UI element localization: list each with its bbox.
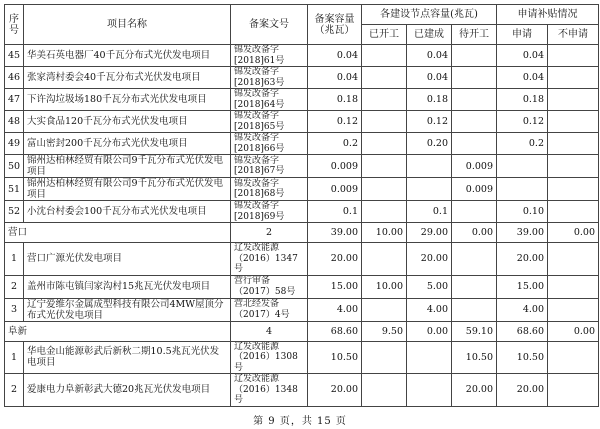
seq-cell: 1 <box>5 341 24 374</box>
pending-cell <box>452 45 497 67</box>
table-row <box>5 67 599 89</box>
not-apply-cell <box>548 67 599 89</box>
project-name-cell: 营口广源光伏发电项目 <box>24 243 231 276</box>
not-apply-cell <box>548 111 599 133</box>
region-name: 营口 <box>5 223 231 243</box>
pending-cell: 0.009 <box>452 155 497 178</box>
header-doc-no: 备案文号 <box>231 5 308 45</box>
header-subsidy: 申请补贴情况 <box>497 5 599 25</box>
doc-no-cell: 锦发改备字[2018]66号 <box>231 133 308 155</box>
capacity-cell: 0.2 <box>308 133 362 155</box>
built-cell: 0.18 <box>407 89 452 111</box>
built-cell: 0.04 <box>407 45 452 67</box>
doc-no-cell: 锦发改备字[2018]67号 <box>231 155 308 178</box>
built-cell: 20.00 <box>407 243 452 276</box>
capacity-cell: 0.18 <box>308 89 362 111</box>
built-cell <box>407 374 452 407</box>
apply-cell: 20.00 <box>497 243 548 276</box>
capacity-cell: 68.60 <box>308 321 362 341</box>
table-row <box>5 155 599 178</box>
apply-cell: 0.04 <box>497 45 548 67</box>
doc-no-cell: 锦发改备字[2018]63号 <box>231 67 308 89</box>
not-apply-cell: 0.00 <box>548 223 599 243</box>
started-cell <box>362 89 407 111</box>
apply-cell: 10.50 <box>497 341 548 374</box>
apply-cell <box>497 178 548 201</box>
doc-no-cell: 锦发改备字[2018]61号 <box>231 45 308 67</box>
built-cell: 0.12 <box>407 111 452 133</box>
region-name: 阜新 <box>5 321 231 341</box>
seq-cell: 1 <box>5 243 24 276</box>
header-not-apply: 不申请 <box>548 25 599 45</box>
table-row <box>5 275 599 298</box>
pending-cell: 20.00 <box>452 374 497 407</box>
capacity-cell: 0.009 <box>308 178 362 201</box>
project-name-cell: 富山密封200千瓦分布式光伏发电项目 <box>24 133 231 155</box>
started-cell <box>362 111 407 133</box>
pending-cell: 0.00 <box>452 223 497 243</box>
built-cell: 0.1 <box>407 201 452 223</box>
started-cell <box>362 67 407 89</box>
pending-cell: 10.50 <box>452 341 497 374</box>
not-apply-cell <box>548 201 599 223</box>
not-apply-cell <box>548 341 599 374</box>
apply-cell: 0.18 <box>497 89 548 111</box>
project-name-cell: 锦州达柏林经贸有限公司9千瓦分布式光伏发电项目 <box>24 178 231 201</box>
started-cell <box>362 155 407 178</box>
apply-cell: 0.2 <box>497 133 548 155</box>
not-apply-cell: 0.00 <box>548 321 599 341</box>
capacity-cell: 20.00 <box>308 374 362 407</box>
seq-cell: 3 <box>5 298 24 321</box>
built-cell <box>407 178 452 201</box>
built-cell: 0.20 <box>407 133 452 155</box>
project-name-cell: 爱康电力阜新彰武大德20兆瓦光伏发电项目 <box>24 374 231 407</box>
header-started: 已开工 <box>362 25 407 45</box>
table-row <box>5 178 599 201</box>
project-name-cell: 大实食品120千瓦分布式光伏发电项目 <box>24 111 231 133</box>
table-row <box>5 298 599 321</box>
project-name-cell: 下许沟垃圾场180千瓦分布式光伏发电项目 <box>24 89 231 111</box>
section-row <box>5 223 599 243</box>
seq-cell: 47 <box>5 89 24 111</box>
apply-cell: 0.10 <box>497 201 548 223</box>
capacity-cell: 15.00 <box>308 275 362 298</box>
header-built: 已建成 <box>407 25 452 45</box>
started-cell: 9.50 <box>362 321 407 341</box>
table-row <box>5 89 599 111</box>
apply-cell: 15.00 <box>497 275 548 298</box>
apply-cell: 39.00 <box>497 223 548 243</box>
built-cell: 29.00 <box>407 223 452 243</box>
project-name-cell: 华电金山能源彰武后新秋二期10.5兆瓦光伏发电项目 <box>24 341 231 374</box>
doc-no-cell: 锦发改备字[2018]65号 <box>231 111 308 133</box>
pending-cell <box>452 111 497 133</box>
table-row <box>5 133 599 155</box>
capacity-cell: 0.12 <box>308 111 362 133</box>
not-apply-cell <box>548 298 599 321</box>
section-row <box>5 321 599 341</box>
pending-cell: 0.009 <box>452 178 497 201</box>
not-apply-cell <box>548 89 599 111</box>
seq-cell: 51 <box>5 178 24 201</box>
started-cell <box>362 341 407 374</box>
seq-cell: 2 <box>5 374 24 407</box>
project-name-cell: 张家湾村委会40千瓦分布式光伏发电项目 <box>24 67 231 89</box>
document-page <box>4 4 598 407</box>
table-row <box>5 341 599 374</box>
capacity-cell: 20.00 <box>308 243 362 276</box>
doc-no-cell: 辽发改能源（2016）1347号 <box>231 243 308 276</box>
table-row <box>5 374 599 407</box>
not-apply-cell <box>548 374 599 407</box>
not-apply-cell <box>548 155 599 178</box>
built-cell <box>407 155 452 178</box>
built-cell <box>407 341 452 374</box>
not-apply-cell <box>548 275 599 298</box>
seq-cell: 52 <box>5 201 24 223</box>
capacity-cell: 0.1 <box>308 201 362 223</box>
started-cell <box>362 374 407 407</box>
built-cell: 4.00 <box>407 298 452 321</box>
header-pending: 待开工 <box>452 25 497 45</box>
started-cell <box>362 133 407 155</box>
built-cell: 5.00 <box>407 275 452 298</box>
seq-cell: 48 <box>5 111 24 133</box>
header-apply: 申请 <box>497 25 548 45</box>
apply-cell: 68.60 <box>497 321 548 341</box>
not-apply-cell <box>548 45 599 67</box>
started-cell: 10.00 <box>362 275 407 298</box>
project-name-cell: 辽宁爱维尔金属成型科技有限公司4MW屋顶分布式光伏发电项目 <box>24 298 231 321</box>
doc-no-cell: 辽发改能源（2016）1308号 <box>231 341 308 374</box>
seq-cell: 45 <box>5 45 24 67</box>
not-apply-cell <box>548 133 599 155</box>
seq-cell: 46 <box>5 67 24 89</box>
pending-cell: 59.10 <box>452 321 497 341</box>
project-table <box>4 4 599 407</box>
apply-cell <box>497 155 548 178</box>
built-cell: 0.04 <box>407 67 452 89</box>
project-name-cell: 锦州达柏林经贸有限公司9千瓦分布式光伏发电项目 <box>24 155 231 178</box>
header-seq: 序号 <box>5 5 24 45</box>
built-cell: 0.00 <box>407 321 452 341</box>
pending-cell <box>452 133 497 155</box>
pending-cell <box>452 67 497 89</box>
table-row <box>5 201 599 223</box>
started-cell <box>362 201 407 223</box>
apply-cell: 0.04 <box>497 67 548 89</box>
project-name-cell: 盖州市陈屯镇闫家沟村15兆瓦光伏发电项目 <box>24 275 231 298</box>
table-row <box>5 45 599 67</box>
capacity-cell: 39.00 <box>308 223 362 243</box>
seq-cell: 50 <box>5 155 24 178</box>
table-row <box>5 111 599 133</box>
seq-cell: 49 <box>5 133 24 155</box>
table-body <box>5 45 599 407</box>
pending-cell <box>452 275 497 298</box>
header-construction: 各建设节点容量(兆瓦) <box>362 5 497 25</box>
project-name-cell: 华美石英电器厂40千瓦分布式光伏发电项目 <box>24 45 231 67</box>
table-header <box>5 5 599 45</box>
pending-cell <box>452 201 497 223</box>
started-cell <box>362 243 407 276</box>
project-name-cell: 小沈台村委会100千瓦分布式光伏发电项目 <box>24 201 231 223</box>
capacity-cell: 10.50 <box>308 341 362 374</box>
not-apply-cell <box>548 178 599 201</box>
doc-no-cell: 锦发改备字[2018]69号 <box>231 201 308 223</box>
apply-cell: 0.12 <box>497 111 548 133</box>
pending-cell <box>452 89 497 111</box>
header-project-name: 项目名称 <box>24 5 231 45</box>
page-footer: 第 9 页，共 15 页 <box>253 416 347 427</box>
not-apply-cell <box>548 243 599 276</box>
started-cell <box>362 298 407 321</box>
pending-cell <box>452 243 497 276</box>
apply-cell: 4.00 <box>497 298 548 321</box>
project-count: 4 <box>231 321 308 341</box>
capacity-cell: 0.04 <box>308 67 362 89</box>
apply-cell: 20.00 <box>497 374 548 407</box>
capacity-cell: 4.00 <box>308 298 362 321</box>
started-cell <box>362 45 407 67</box>
capacity-cell: 0.009 <box>308 155 362 178</box>
doc-no-cell: 营北经发备（2017）4号 <box>231 298 308 321</box>
started-cell <box>362 178 407 201</box>
table-row <box>5 243 599 276</box>
doc-no-cell: 锦发改备字[2018]64号 <box>231 89 308 111</box>
pending-cell <box>452 298 497 321</box>
doc-no-cell: 营行审备（2017）58号 <box>231 275 308 298</box>
seq-cell: 2 <box>5 275 24 298</box>
capacity-cell: 0.04 <box>308 45 362 67</box>
project-count: 2 <box>231 223 308 243</box>
doc-no-cell: 锦发改备字[2018]68号 <box>231 178 308 201</box>
doc-no-cell: 辽发改能源（2016）1348号 <box>231 374 308 407</box>
header-capacity: 备案容量（兆瓦） <box>308 5 362 45</box>
started-cell: 10.00 <box>362 223 407 243</box>
